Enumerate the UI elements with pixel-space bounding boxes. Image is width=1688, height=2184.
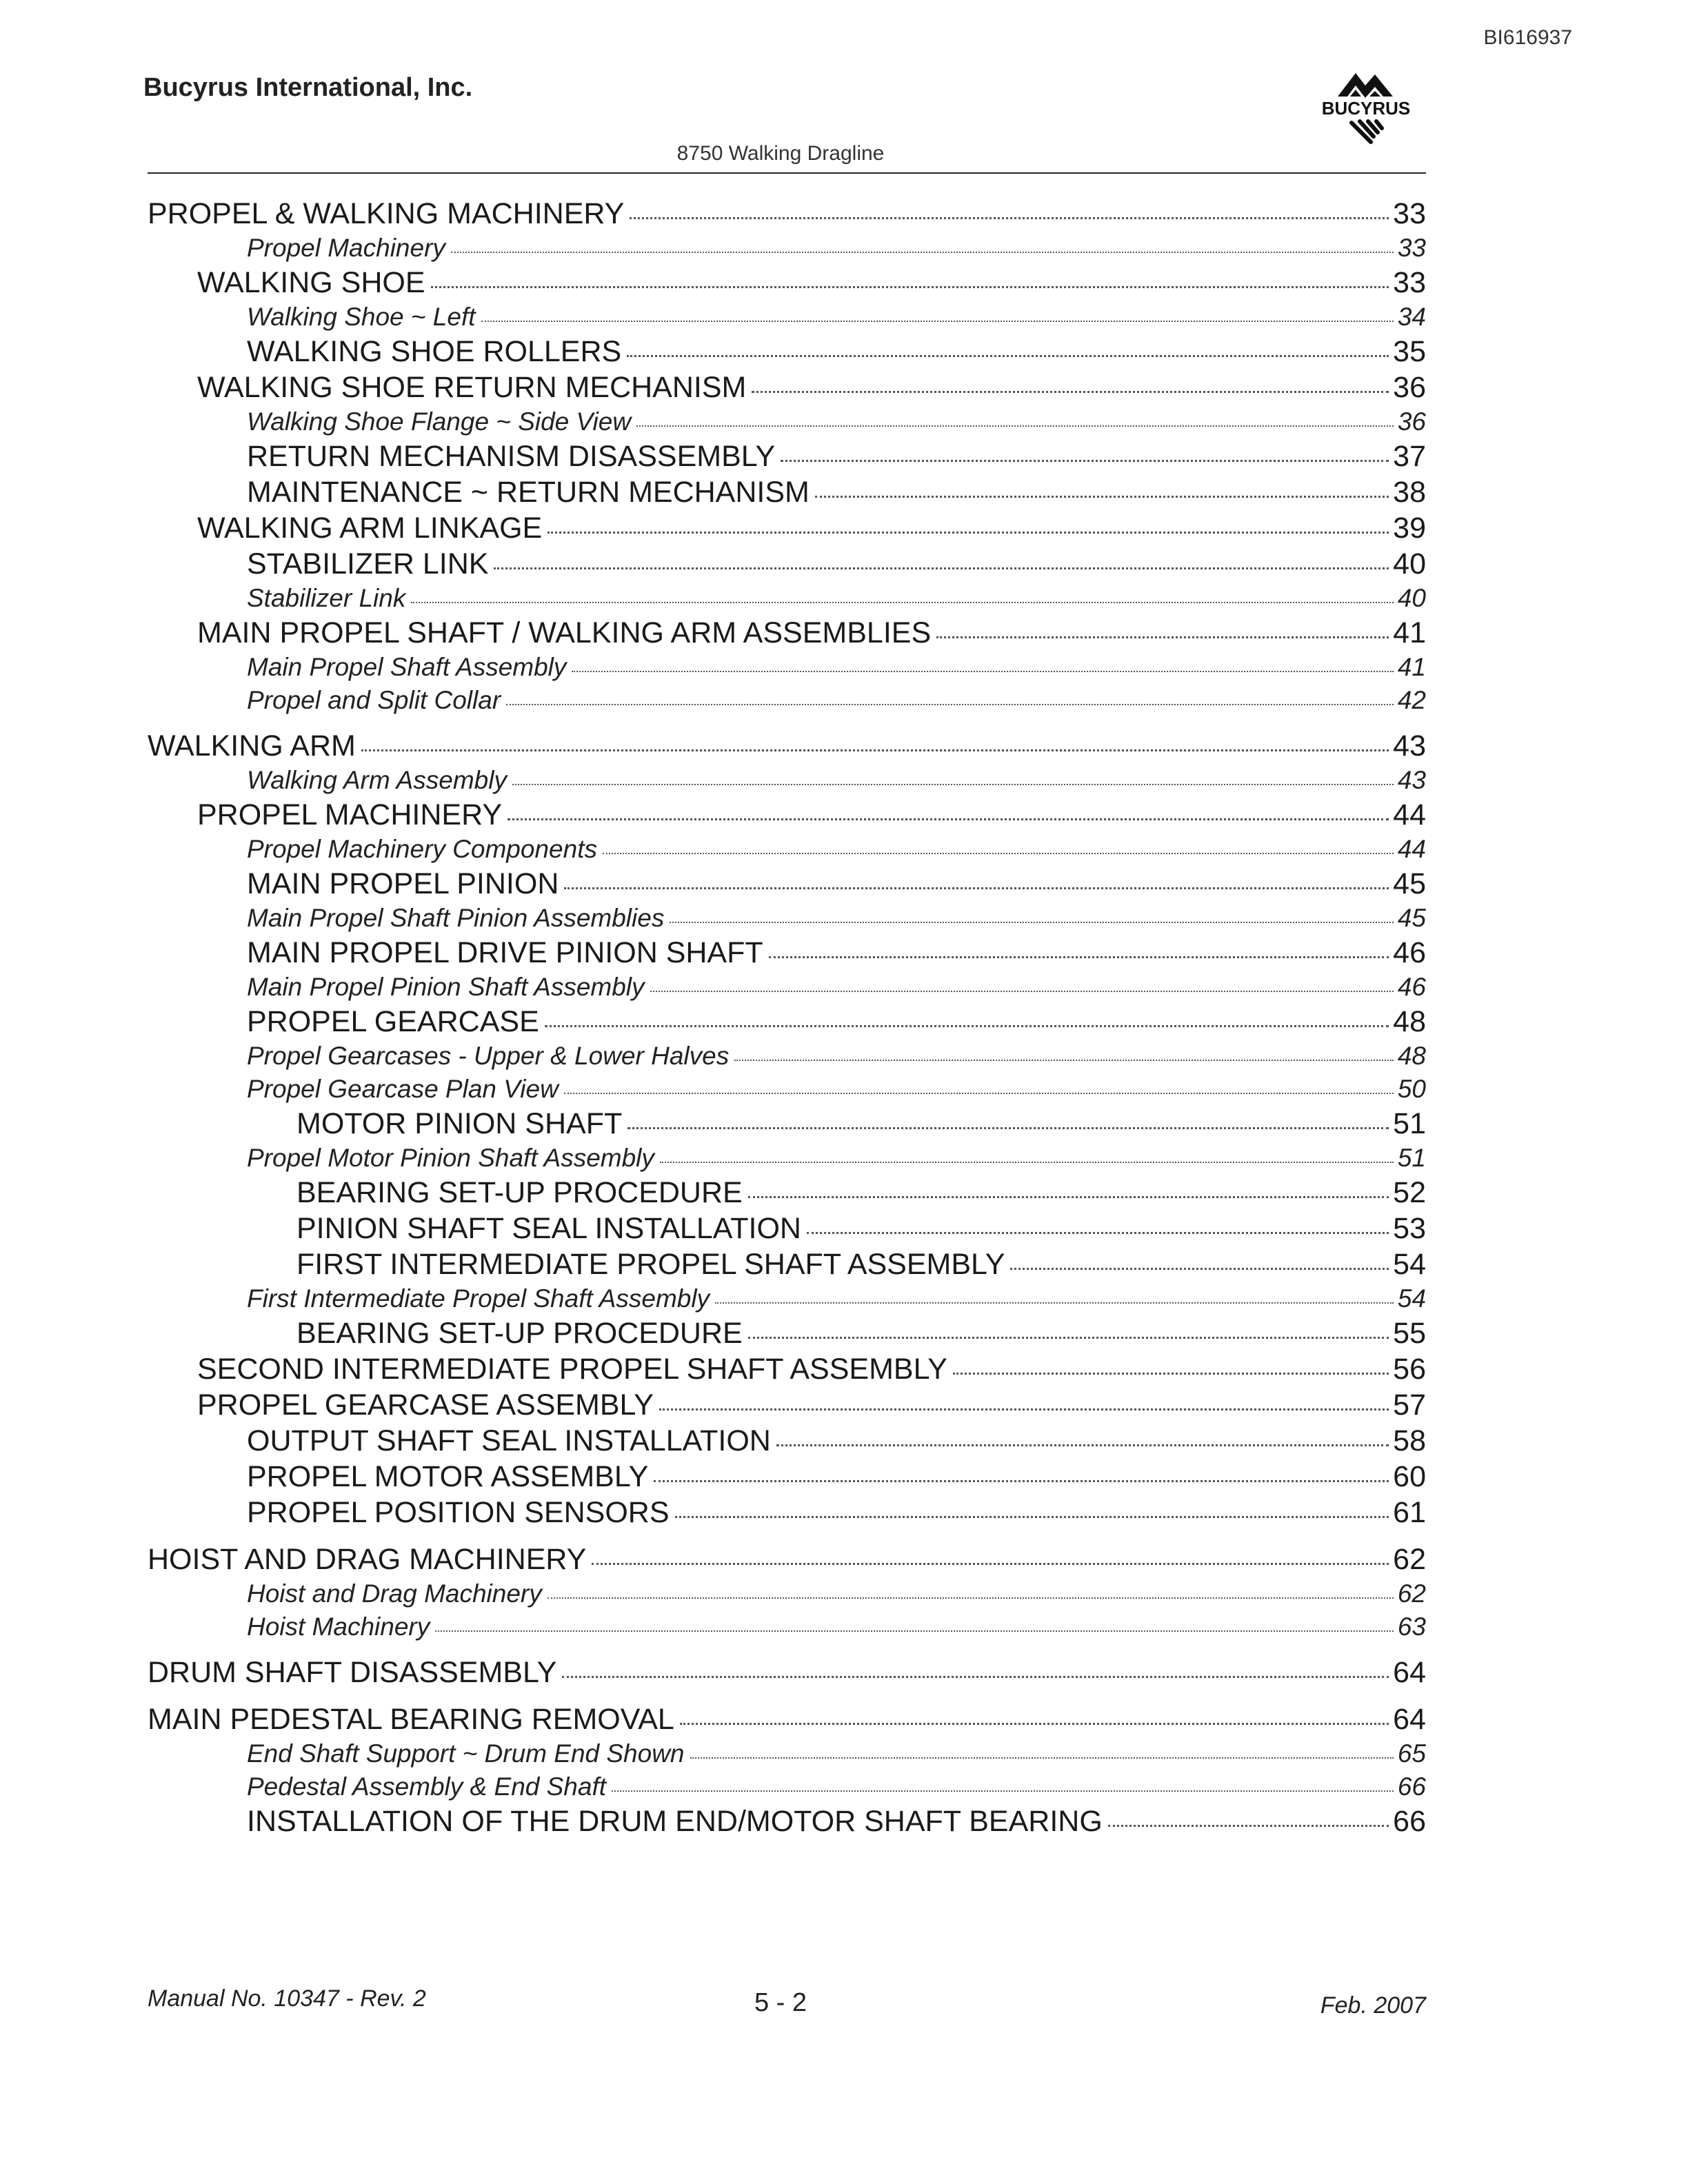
toc-entry-page: 62 bbox=[1393, 1543, 1426, 1576]
toc-entry-page: 54 bbox=[1393, 1248, 1426, 1281]
toc-dot-leader bbox=[769, 956, 1389, 958]
toc-figure-entry bbox=[148, 902, 1426, 935]
toc-entry-title: Propel and Split Collar bbox=[247, 686, 501, 714]
toc-entry-page: 60 bbox=[1393, 1460, 1426, 1493]
toc-figure-entry bbox=[148, 582, 1426, 615]
toc-entry-title: Propel Machinery Components bbox=[247, 835, 597, 863]
toc-section-entry bbox=[148, 1351, 1426, 1387]
toc-entry-page: 37 bbox=[1393, 440, 1426, 473]
toc-entry-page: 40 bbox=[1397, 584, 1426, 612]
toc-section-entry bbox=[148, 1315, 1426, 1351]
toc-section-entry bbox=[148, 474, 1426, 510]
toc-dot-leader bbox=[435, 1630, 1394, 1632]
toc-figure-entry bbox=[148, 1577, 1426, 1610]
toc-entry-title: First Intermediate Propel Shaft Assembly bbox=[247, 1284, 710, 1313]
toc-dot-leader bbox=[636, 425, 1394, 427]
toc-section-entry bbox=[148, 615, 1426, 651]
toc-figure-entry bbox=[148, 232, 1426, 265]
toc-section-entry bbox=[148, 1701, 1426, 1737]
toc-figure-entry bbox=[148, 1073, 1426, 1106]
toc-entry-page: 50 bbox=[1397, 1075, 1426, 1103]
toc-dot-leader bbox=[612, 1790, 1394, 1792]
toc-dot-leader bbox=[627, 1127, 1389, 1129]
toc-entry-page: 46 bbox=[1393, 936, 1426, 969]
toc-entry-page: 53 bbox=[1393, 1212, 1426, 1245]
manual-subtitle: 8750 Walking Dragline bbox=[676, 142, 885, 165]
toc-entry-page: 64 bbox=[1393, 1703, 1426, 1736]
toc-entry-title: MAINTENANCE ~ RETURN MECHANISM bbox=[247, 476, 810, 509]
toc-entry-title: Stabilizer Link bbox=[247, 584, 406, 612]
toc-entry-title: Walking Shoe ~ Left bbox=[247, 303, 476, 331]
toc-entry-page: 56 bbox=[1393, 1353, 1426, 1386]
toc-entry-title: Walking Arm Assembly bbox=[247, 766, 507, 794]
toc-entry-title: Hoist and Drag Machinery bbox=[247, 1579, 542, 1608]
toc-dot-leader bbox=[508, 818, 1389, 820]
toc-dot-leader bbox=[481, 321, 1394, 322]
toc-dot-leader bbox=[562, 1676, 1389, 1678]
toc-entry-title: WALKING ARM bbox=[148, 729, 356, 762]
toc-entry-page: 40 bbox=[1393, 547, 1426, 580]
toc-entry-title: HOIST AND DRAG MACHINERY bbox=[148, 1543, 587, 1576]
toc-dot-leader bbox=[734, 1060, 1394, 1061]
toc-entry-title: WALKING SHOE bbox=[197, 266, 425, 299]
toc-entry-title: PROPEL MOTOR ASSEMBLY bbox=[247, 1460, 649, 1493]
toc-entry-page: 33 bbox=[1397, 234, 1426, 262]
toc-entry-title: FIRST INTERMEDIATE PROPEL SHAFT ASSEMBLY bbox=[297, 1248, 1005, 1281]
toc-entry-page: 58 bbox=[1393, 1424, 1426, 1457]
logo-text: BUCYRUS bbox=[1321, 98, 1411, 119]
toc-entry-title: RETURN MECHANISM DISASSEMBLY bbox=[247, 440, 776, 473]
toc-entry-page: 55 bbox=[1393, 1317, 1426, 1350]
publication-date: Feb. 2007 bbox=[1320, 1992, 1426, 2019]
toc-dot-leader bbox=[627, 355, 1389, 357]
toc-figure-entry bbox=[148, 833, 1426, 866]
toc-entry-page: 66 bbox=[1393, 1805, 1426, 1838]
toc-entry-title: BEARING SET-UP PROCEDURE bbox=[297, 1317, 743, 1350]
toc-dot-leader bbox=[715, 1302, 1394, 1304]
toc-section-entry bbox=[148, 935, 1426, 971]
toc-dot-leader bbox=[815, 496, 1389, 498]
toc-entry-title: WALKING SHOE RETURN MECHANISM bbox=[197, 371, 747, 404]
toc-entry-title: Main Propel Shaft Assembly bbox=[247, 653, 567, 681]
toc-entry-title: WALKING ARM LINKAGE bbox=[197, 512, 543, 545]
toc-figure-entry bbox=[148, 1610, 1426, 1644]
toc-dot-leader bbox=[506, 704, 1394, 705]
toc-figure-entry bbox=[148, 1040, 1426, 1073]
toc-figure-entry bbox=[148, 301, 1426, 334]
toc-figure-entry bbox=[148, 971, 1426, 1004]
toc-dot-leader bbox=[752, 391, 1389, 393]
toc-entry-page: 63 bbox=[1397, 1612, 1426, 1641]
toc-figure-entry bbox=[148, 651, 1426, 684]
toc-entry-page: 66 bbox=[1397, 1772, 1426, 1801]
toc-figure-entry bbox=[148, 405, 1426, 438]
toc-dot-leader bbox=[748, 1337, 1389, 1339]
toc-section-entry bbox=[148, 1175, 1426, 1211]
toc-entry-page: 45 bbox=[1397, 904, 1426, 932]
toc-entry-page: 42 bbox=[1397, 686, 1426, 714]
toc-entry-title: MAIN PROPEL PINION bbox=[247, 867, 559, 900]
toc-entry-page: 41 bbox=[1397, 653, 1426, 681]
toc-dot-leader bbox=[451, 252, 1394, 253]
toc-figure-entry bbox=[148, 1770, 1426, 1803]
toc-entry-title: PROPEL MACHINERY bbox=[197, 798, 503, 831]
toc-entry-page: 54 bbox=[1397, 1284, 1426, 1313]
toc-section-entry bbox=[148, 866, 1426, 902]
toc-section-entry bbox=[148, 797, 1426, 833]
toc-entry-page: 51 bbox=[1397, 1144, 1426, 1172]
toc-dot-leader bbox=[630, 217, 1389, 219]
toc-section-entry bbox=[148, 265, 1426, 301]
toc-section-entry bbox=[148, 334, 1426, 370]
toc-entry-page: 64 bbox=[1393, 1656, 1426, 1689]
toc-entry-title: PROPEL GEARCASE ASSEMBLY bbox=[197, 1388, 654, 1422]
toc-entry-page: 38 bbox=[1393, 476, 1426, 509]
toc-entry-title: Propel Gearcases - Upper & Lower Halves bbox=[247, 1042, 730, 1070]
toc-dot-leader bbox=[936, 636, 1389, 638]
toc-entry-title: DRUM SHAFT DISASSEMBLY bbox=[148, 1656, 557, 1689]
toc-entry-page: 41 bbox=[1393, 616, 1426, 649]
toc-section-entry bbox=[148, 1423, 1426, 1459]
toc-dot-leader bbox=[1108, 1825, 1389, 1827]
bucyrus-logo-icon bbox=[1302, 69, 1430, 152]
toc-entry-title: Pedestal Assembly & End Shaft bbox=[247, 1772, 607, 1801]
toc-dot-leader bbox=[660, 1162, 1394, 1163]
toc-entry-page: 33 bbox=[1393, 197, 1426, 230]
toc-entry-page: 65 bbox=[1397, 1739, 1426, 1768]
toc-dot-leader bbox=[776, 1444, 1389, 1446]
toc-dot-leader bbox=[494, 567, 1389, 569]
toc-dot-leader bbox=[650, 991, 1394, 992]
toc-section-entry bbox=[148, 370, 1426, 405]
toc-dot-leader bbox=[603, 853, 1394, 854]
toc-entry-page: 35 bbox=[1393, 335, 1426, 368]
toc-entry-page: 33 bbox=[1393, 266, 1426, 299]
toc-dot-leader bbox=[781, 460, 1389, 462]
toc-entry-title: MAIN PROPEL DRIVE PINION SHAFT bbox=[247, 936, 763, 969]
toc-entry-title: Propel Machinery bbox=[247, 234, 445, 262]
toc-entry-page: 48 bbox=[1393, 1005, 1426, 1038]
toc-section-entry bbox=[148, 1387, 1426, 1423]
toc-entry-title: PROPEL GEARCASE bbox=[247, 1005, 539, 1038]
toc-entry-title: PROPEL & WALKING MACHINERY bbox=[148, 197, 625, 230]
toc-section-entry bbox=[148, 1495, 1426, 1530]
toc-dot-leader bbox=[411, 602, 1394, 603]
toc-entry-page: 46 bbox=[1397, 973, 1426, 1001]
toc-entry-page: 34 bbox=[1397, 303, 1426, 331]
toc-section-entry bbox=[148, 1655, 1426, 1690]
toc-dot-leader bbox=[592, 1563, 1389, 1565]
toc-entry-title: OUTPUT SHAFT SEAL INSTALLATION bbox=[247, 1424, 771, 1457]
toc-figure-entry bbox=[148, 1282, 1426, 1315]
toc-dot-leader bbox=[675, 1516, 1389, 1518]
toc-dot-leader bbox=[953, 1373, 1389, 1375]
toc-dot-leader bbox=[690, 1757, 1394, 1759]
toc-dot-leader bbox=[431, 286, 1389, 288]
toc-entry-page: 52 bbox=[1393, 1176, 1426, 1209]
toc-entry-page: 48 bbox=[1397, 1042, 1426, 1070]
toc-entry-page: 39 bbox=[1393, 512, 1426, 545]
toc-entry-title: PINION SHAFT SEAL INSTALLATION bbox=[297, 1212, 801, 1245]
toc-entry-title: Main Propel Shaft Pinion Assemblies bbox=[247, 904, 665, 932]
toc-dot-leader bbox=[659, 1408, 1389, 1410]
toc-dot-leader bbox=[547, 532, 1389, 534]
toc-entry-title: MOTOR PINION SHAFT bbox=[297, 1107, 623, 1140]
toc-section-entry bbox=[148, 1211, 1426, 1246]
toc-entry-page: 51 bbox=[1393, 1107, 1426, 1140]
toc-entry-title: MAIN PEDESTAL BEARING REMOVAL bbox=[148, 1703, 674, 1736]
toc-entry-title: SECOND INTERMEDIATE PROPEL SHAFT ASSEMBLY bbox=[197, 1353, 947, 1386]
toc-entry-title: End Shaft Support ~ Drum End Shown bbox=[247, 1739, 685, 1768]
toc-dot-leader bbox=[1010, 1268, 1389, 1270]
toc-section-entry bbox=[148, 1004, 1426, 1040]
page-number: 5 - 2 bbox=[754, 1988, 807, 2017]
toc-entry-title: PROPEL POSITION SENSORS bbox=[247, 1496, 670, 1529]
company-name: Bucyrus International, Inc. bbox=[143, 73, 473, 102]
toc-entry-page: 43 bbox=[1393, 729, 1426, 762]
toc-dot-leader bbox=[654, 1480, 1389, 1482]
toc-dot-leader bbox=[680, 1723, 1389, 1725]
toc-figure-entry bbox=[148, 1142, 1426, 1175]
toc-entry-title: Propel Motor Pinion Shaft Assembly bbox=[247, 1144, 654, 1172]
toc-entry-title: BEARING SET-UP PROCEDURE bbox=[297, 1176, 743, 1209]
toc-figure-entry bbox=[148, 684, 1426, 717]
toc-section-entry bbox=[148, 196, 1426, 232]
header-rule bbox=[148, 172, 1426, 174]
toc-dot-leader bbox=[807, 1232, 1389, 1234]
manual-number: Manual No. 10347 - Rev. 2 bbox=[148, 1985, 426, 2012]
toc-section-entry bbox=[148, 1803, 1426, 1839]
toc-entry-page: 44 bbox=[1397, 835, 1426, 863]
toc-dot-leader bbox=[572, 671, 1393, 672]
toc-section-entry bbox=[148, 510, 1426, 546]
toc-entry-title: INSTALLATION OF THE DRUM END/MOTOR SHAFT BEARING bbox=[247, 1805, 1103, 1838]
toc-entry-page: 57 bbox=[1393, 1388, 1426, 1422]
toc-dot-leader bbox=[547, 1597, 1394, 1599]
document-id: BI616937 bbox=[1483, 26, 1572, 49]
toc-entry-page: 62 bbox=[1397, 1579, 1426, 1608]
toc-section-entry bbox=[148, 1459, 1426, 1495]
toc-dot-leader bbox=[564, 887, 1389, 889]
toc-dot-leader bbox=[748, 1196, 1389, 1198]
toc-entry-page: 44 bbox=[1393, 798, 1426, 831]
toc-dot-leader bbox=[361, 749, 1389, 751]
toc-section-entry bbox=[148, 438, 1426, 474]
toc-figure-entry bbox=[148, 1737, 1426, 1770]
toc-dot-leader bbox=[545, 1025, 1389, 1027]
toc-section-entry bbox=[148, 1246, 1426, 1282]
toc-entry-title: STABILIZER LINK bbox=[247, 547, 489, 580]
toc-entry-page: 61 bbox=[1393, 1496, 1426, 1529]
toc-entry-title: Main Propel Pinion Shaft Assembly bbox=[247, 973, 645, 1001]
toc-entry-page: 36 bbox=[1397, 407, 1426, 436]
toc-dot-leader bbox=[512, 784, 1394, 785]
toc-entry-page: 45 bbox=[1393, 867, 1426, 900]
toc-entry-title: Walking Shoe Flange ~ Side View bbox=[247, 407, 632, 436]
toc-entry-title: MAIN PROPEL SHAFT / WALKING ARM ASSEMBLIES bbox=[197, 616, 932, 649]
toc-entry-page: 43 bbox=[1397, 766, 1426, 794]
toc-section-entry bbox=[148, 546, 1426, 582]
toc-entry-title: Propel Gearcase Plan View bbox=[247, 1075, 559, 1103]
toc-section-entry bbox=[148, 728, 1426, 764]
toc-entry-title: WALKING SHOE ROLLERS bbox=[247, 335, 622, 368]
toc-entry-page: 36 bbox=[1393, 371, 1426, 404]
toc-dot-leader bbox=[670, 922, 1394, 923]
toc-figure-entry bbox=[148, 764, 1426, 797]
toc-dot-leader bbox=[564, 1093, 1394, 1094]
toc-section-entry bbox=[148, 1541, 1426, 1577]
toc-entry-title: Hoist Machinery bbox=[247, 1612, 430, 1641]
table-of-contents bbox=[148, 196, 1426, 1839]
toc-section-entry bbox=[148, 1106, 1426, 1142]
